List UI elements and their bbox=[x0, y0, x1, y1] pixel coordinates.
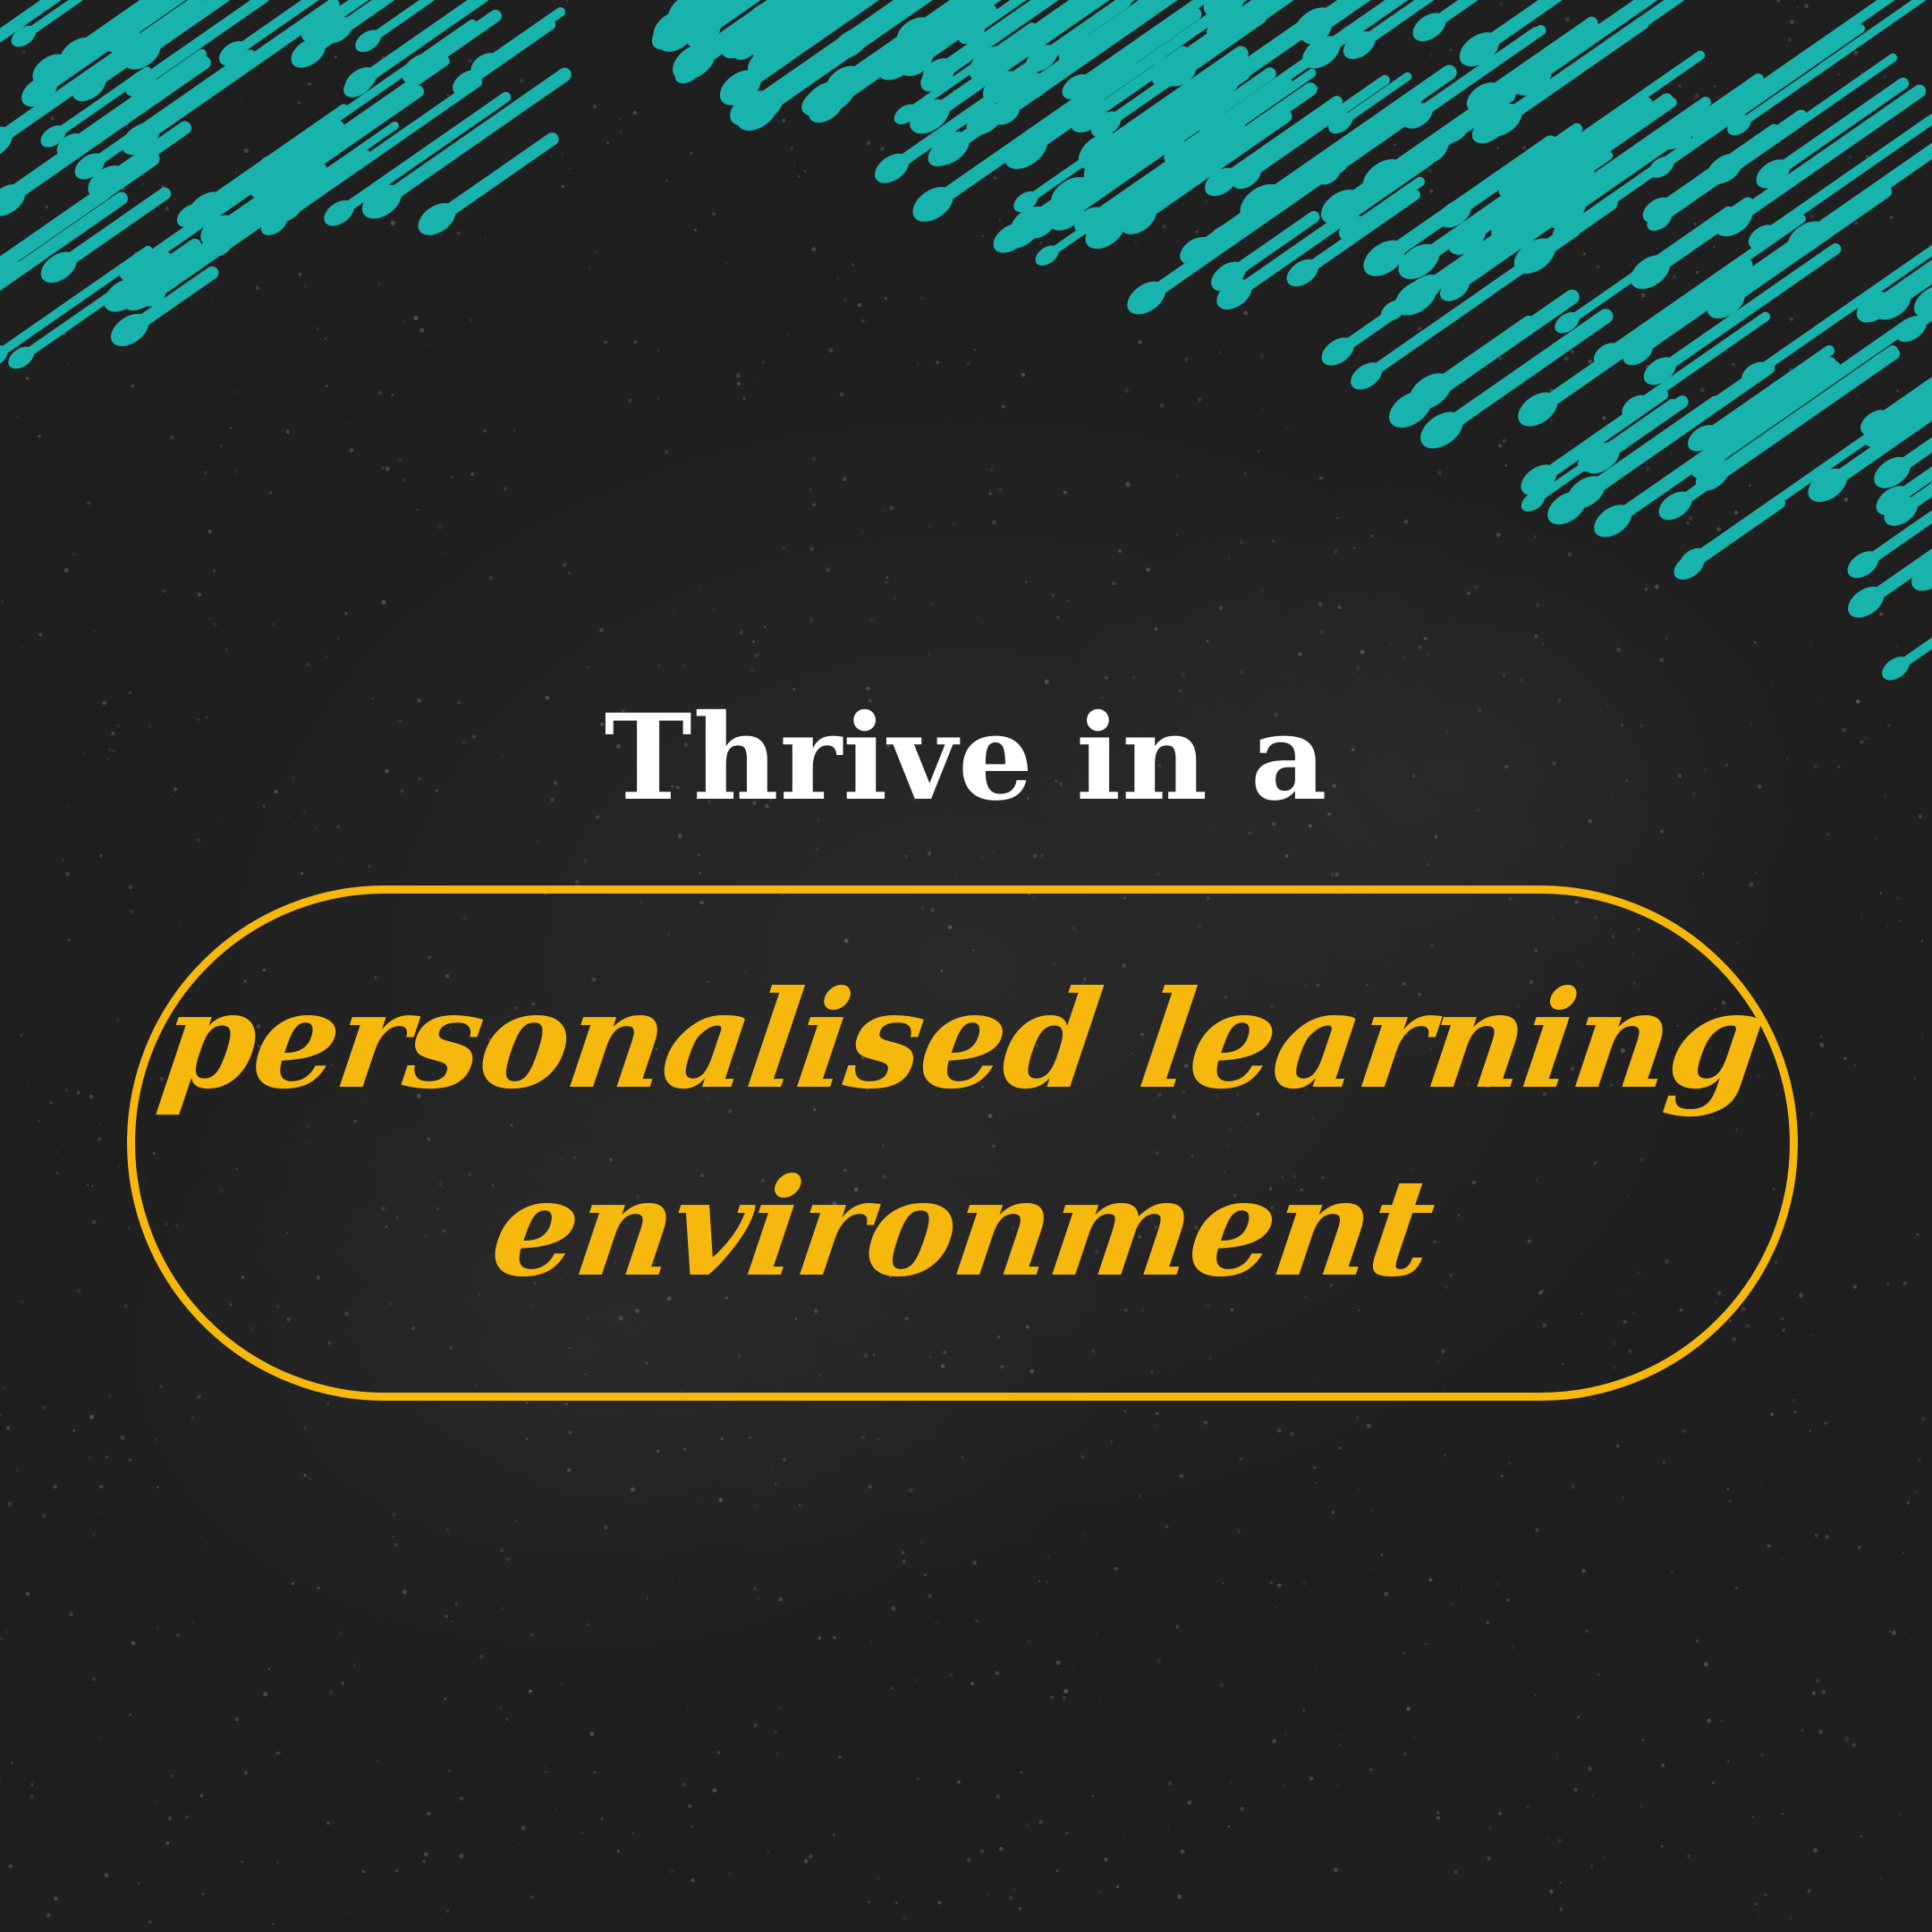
headline-text: Thrive in a bbox=[604, 689, 1328, 827]
highlight-text-line-1: personalised learning bbox=[151, 962, 1774, 1119]
highlight-text-line-2: environment bbox=[482, 1149, 1442, 1307]
teal-stroke bbox=[1532, 0, 1651, 79]
